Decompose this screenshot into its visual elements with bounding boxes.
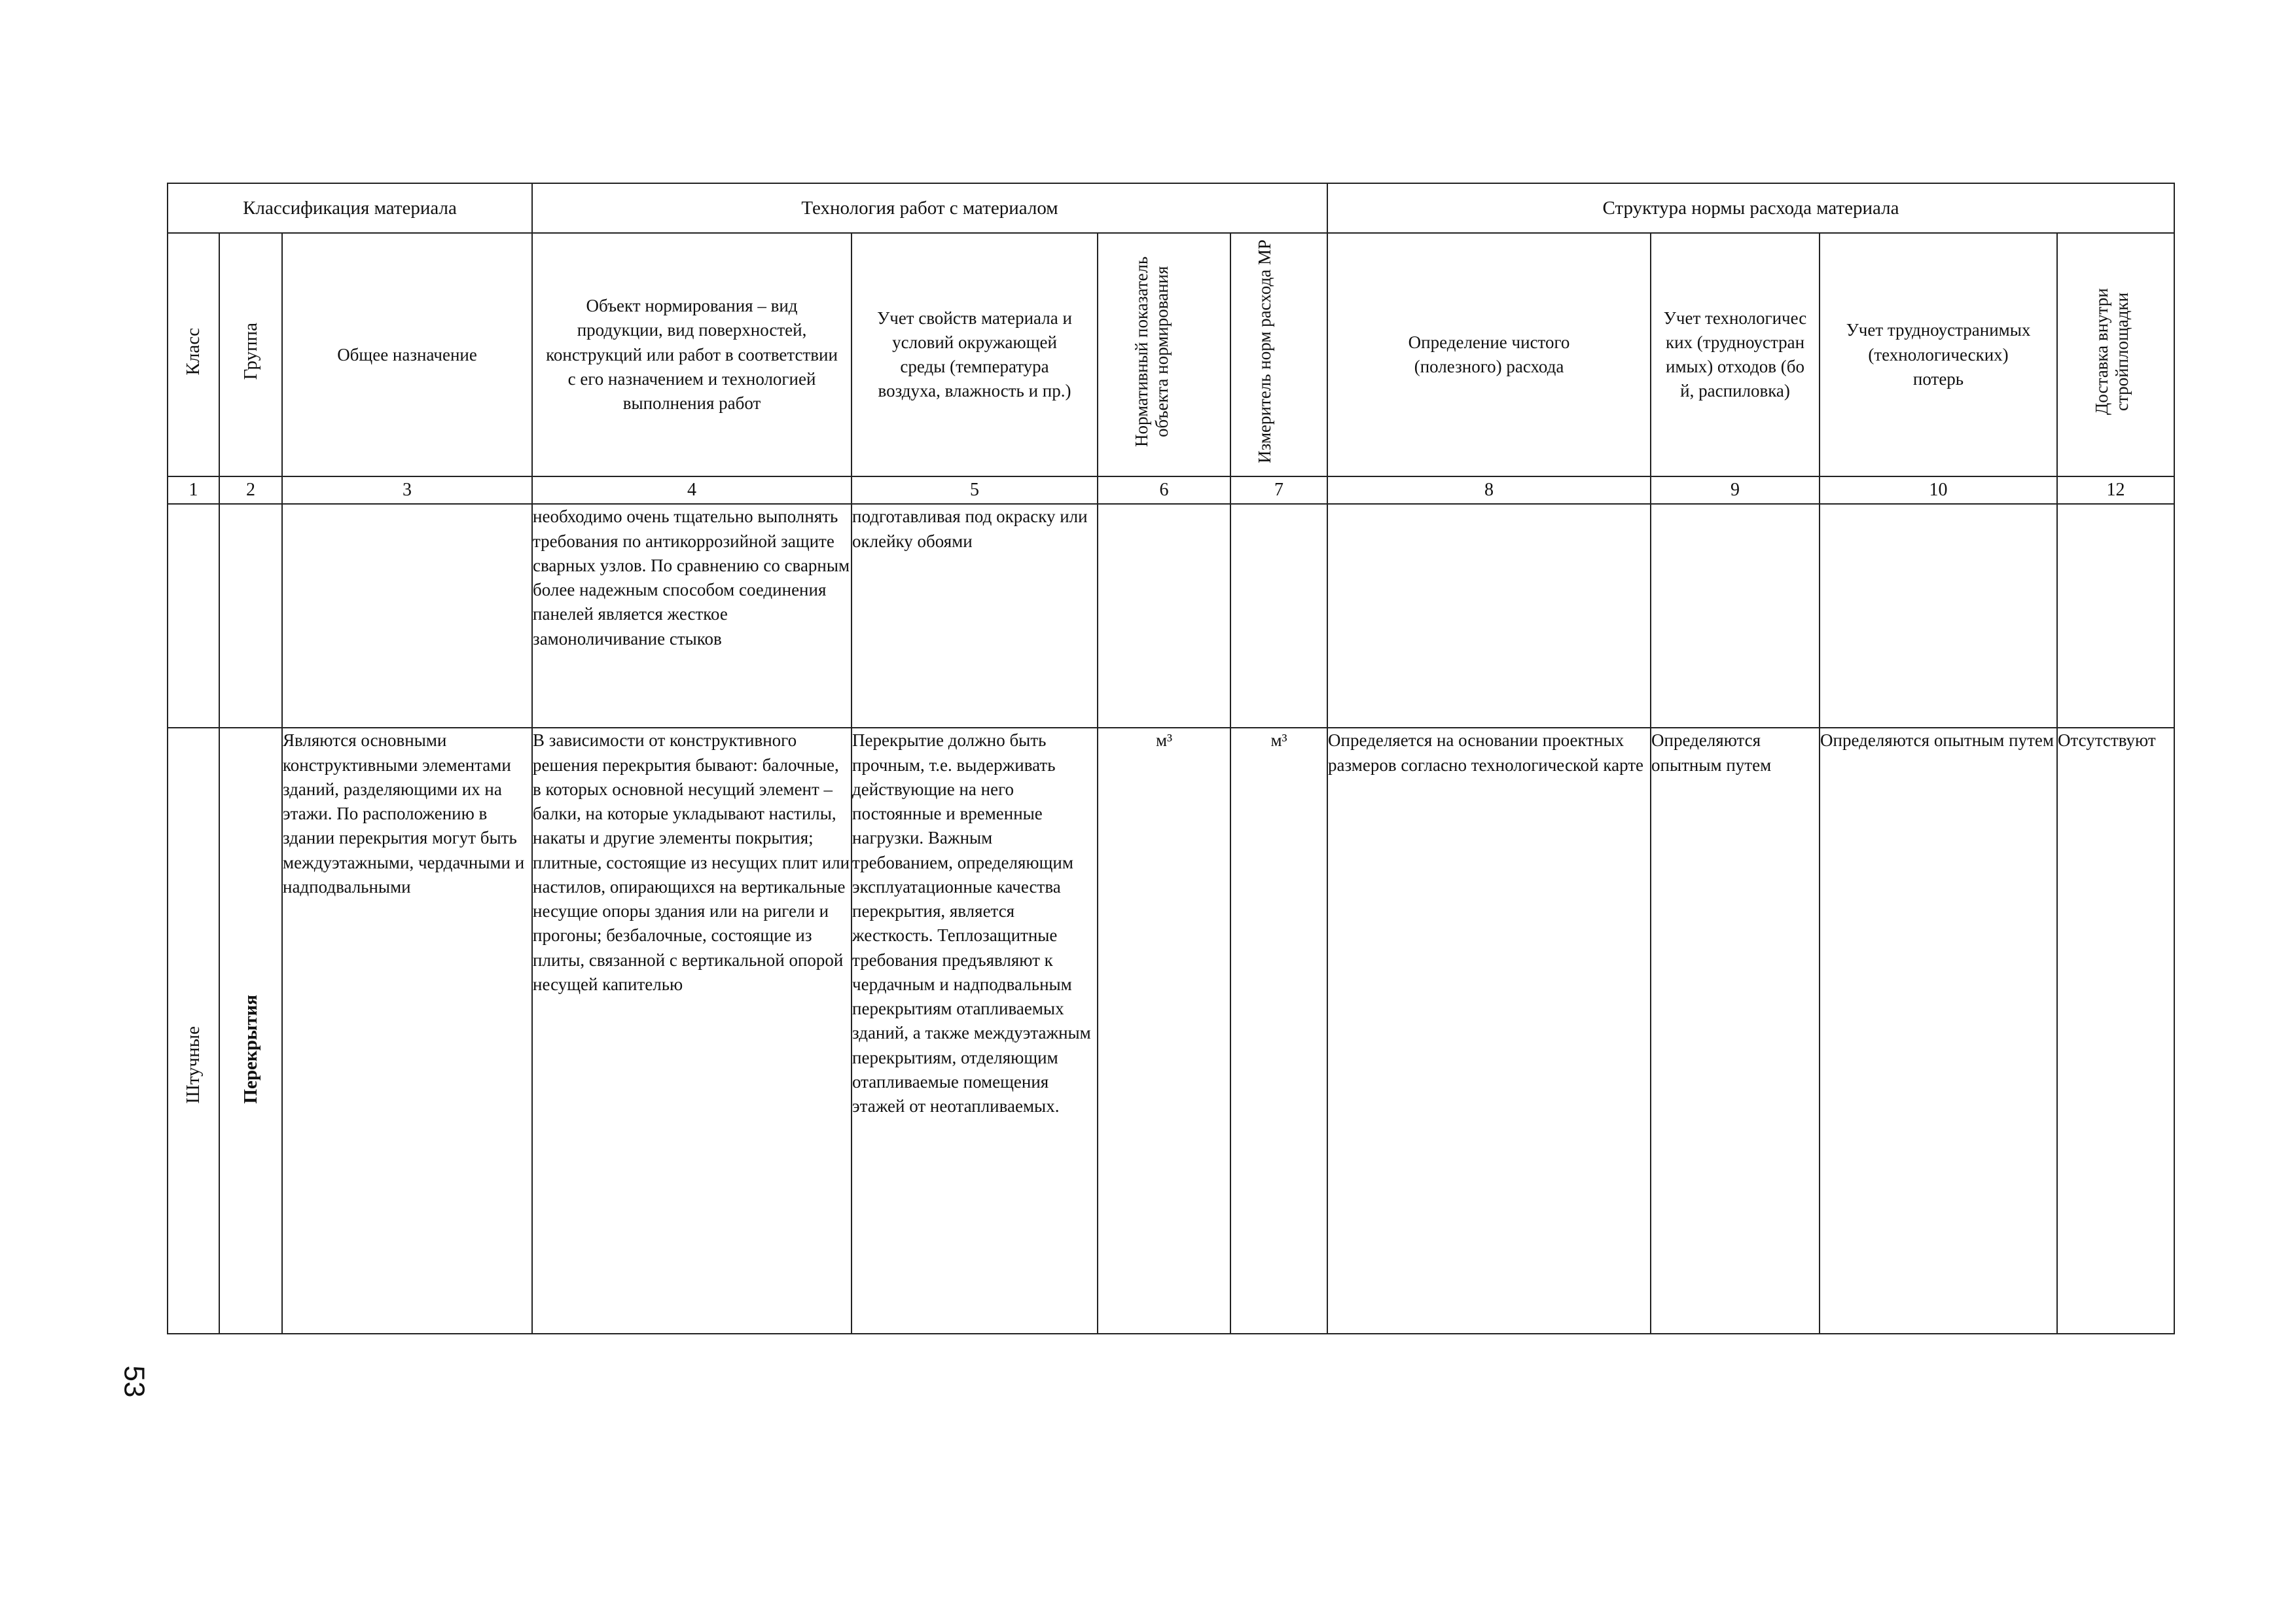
cell-empty <box>168 504 219 728</box>
header-technological-waste: Учет технологических (трудноустранимых) отходов (бой, распиловка) <box>1651 233 1820 476</box>
cell-empty <box>1820 504 2057 728</box>
cell-empty <box>1327 504 1651 728</box>
page-number: 53 <box>118 1365 151 1398</box>
cell-norm-meter: м³ <box>1230 728 1327 1334</box>
col-number: 3 <box>282 476 532 504</box>
col-number: 9 <box>1651 476 1820 504</box>
group-header-norm-structure: Структура нормы расхода материала <box>1327 183 2174 233</box>
header-general-purpose: Общее назначение <box>282 233 532 476</box>
col-number: 1 <box>168 476 219 504</box>
group-header-technology: Технология работ с материалом <box>532 183 1327 233</box>
cell-material-properties: Перекрытие должно быть прочным, т.е. выдерживать действующие на него постоянные и временные нагрузки. Важным требованием, определяющим эксплуатационные качества перекрытия, является жесткость. Теплозащитные требования предъявляют к чердачным и надподвальным перекрытиям отапливаемых зданий, а также междуэтажным перекрытиям, отделяющим отапливаемые помещения этажей от неотапливаемых. <box>852 728 1098 1334</box>
cell-empty <box>282 504 532 728</box>
norms-table <box>167 183 2175 1334</box>
col-number: 6 <box>1098 476 1230 504</box>
header-group: Группа <box>219 233 282 476</box>
cell-empty <box>219 504 282 728</box>
header-normative-indicator: Нормативный показатель объекта нормирования <box>1098 233 1230 476</box>
group-header-classification: Классификация материала <box>168 183 532 233</box>
cell-technological-waste: Определяются опытным путем <box>1651 728 1820 1334</box>
col-number: 2 <box>219 476 282 504</box>
cell-empty <box>1098 504 1230 728</box>
col-number: 10 <box>1820 476 2057 504</box>
col-number: 4 <box>532 476 852 504</box>
cell-group: Перекрытия <box>219 728 282 1334</box>
cell-hard-to-remove-losses: Определяются опытным путем <box>1820 728 2057 1334</box>
header-class: Класс <box>168 233 219 476</box>
header-norm-object: Объект нормирования – вид продукции, вид поверхностей, конструкций или работ в соответствии с его назначением и технологией выполнения работ <box>532 233 852 476</box>
header-hard-to-remove-losses: Учет трудноустранимых (технологических) потерь <box>1820 233 2057 476</box>
cell-general-purpose: Являются основными конструктивными элементами зданий, разделяющими их на этажи. По расположению в здании перекрытия могут быть междуэтажными, чердачными и надподвальными <box>282 728 532 1334</box>
col-number: 12 <box>2057 476 2174 504</box>
cell-class: Штучные <box>168 728 219 1334</box>
cell-empty <box>1651 504 1820 728</box>
header-onsite-delivery: Доставка внутри стройплощадки <box>2057 233 2174 476</box>
cell-norm-object: В зависимости от конструктивного решения перекрытия бывают: балочные, в которых основной несущий элемент – балки, на которые укладывают настилы, накаты и другие элементы покрытия; плитные, состоящие из несущих плит или настилов, опирающихся на вертикальные несущие опоры здания или на ригели и прогоны; безбалочные, состоящие из плиты, связанной с вертикальной опорой несущей капителью <box>532 728 852 1334</box>
cell-empty <box>2057 504 2174 728</box>
header-net-consumption: Определение чистого (полезного) расхода <box>1327 233 1651 476</box>
cell-empty <box>1230 504 1327 728</box>
col-number: 8 <box>1327 476 1651 504</box>
cell-normative-indicator: м³ <box>1098 728 1230 1334</box>
cell-continued-norm-object: необходимо очень тщательно выполнять требования по антикоррозийной защите сварных узлов. По сравнению со сварным более надежным способом соединения панелей является жесткое замоноличивание стыков <box>532 504 852 728</box>
cell-continued-material-properties: подготавливая под окраску или оклейку обоями <box>852 504 1098 728</box>
col-number: 5 <box>852 476 1098 504</box>
cell-onsite-delivery: Отсутствуют <box>2057 728 2174 1334</box>
cell-net-consumption: Определяется на основании проектных размеров согласно технологической карте <box>1327 728 1651 1334</box>
col-number: 7 <box>1230 476 1327 504</box>
header-norm-meter: Измеритель норм расхода МР <box>1230 233 1327 476</box>
header-material-properties: Учет свойств материала и условий окружающей среды (температура воздуха, влажность и пр.) <box>852 233 1098 476</box>
